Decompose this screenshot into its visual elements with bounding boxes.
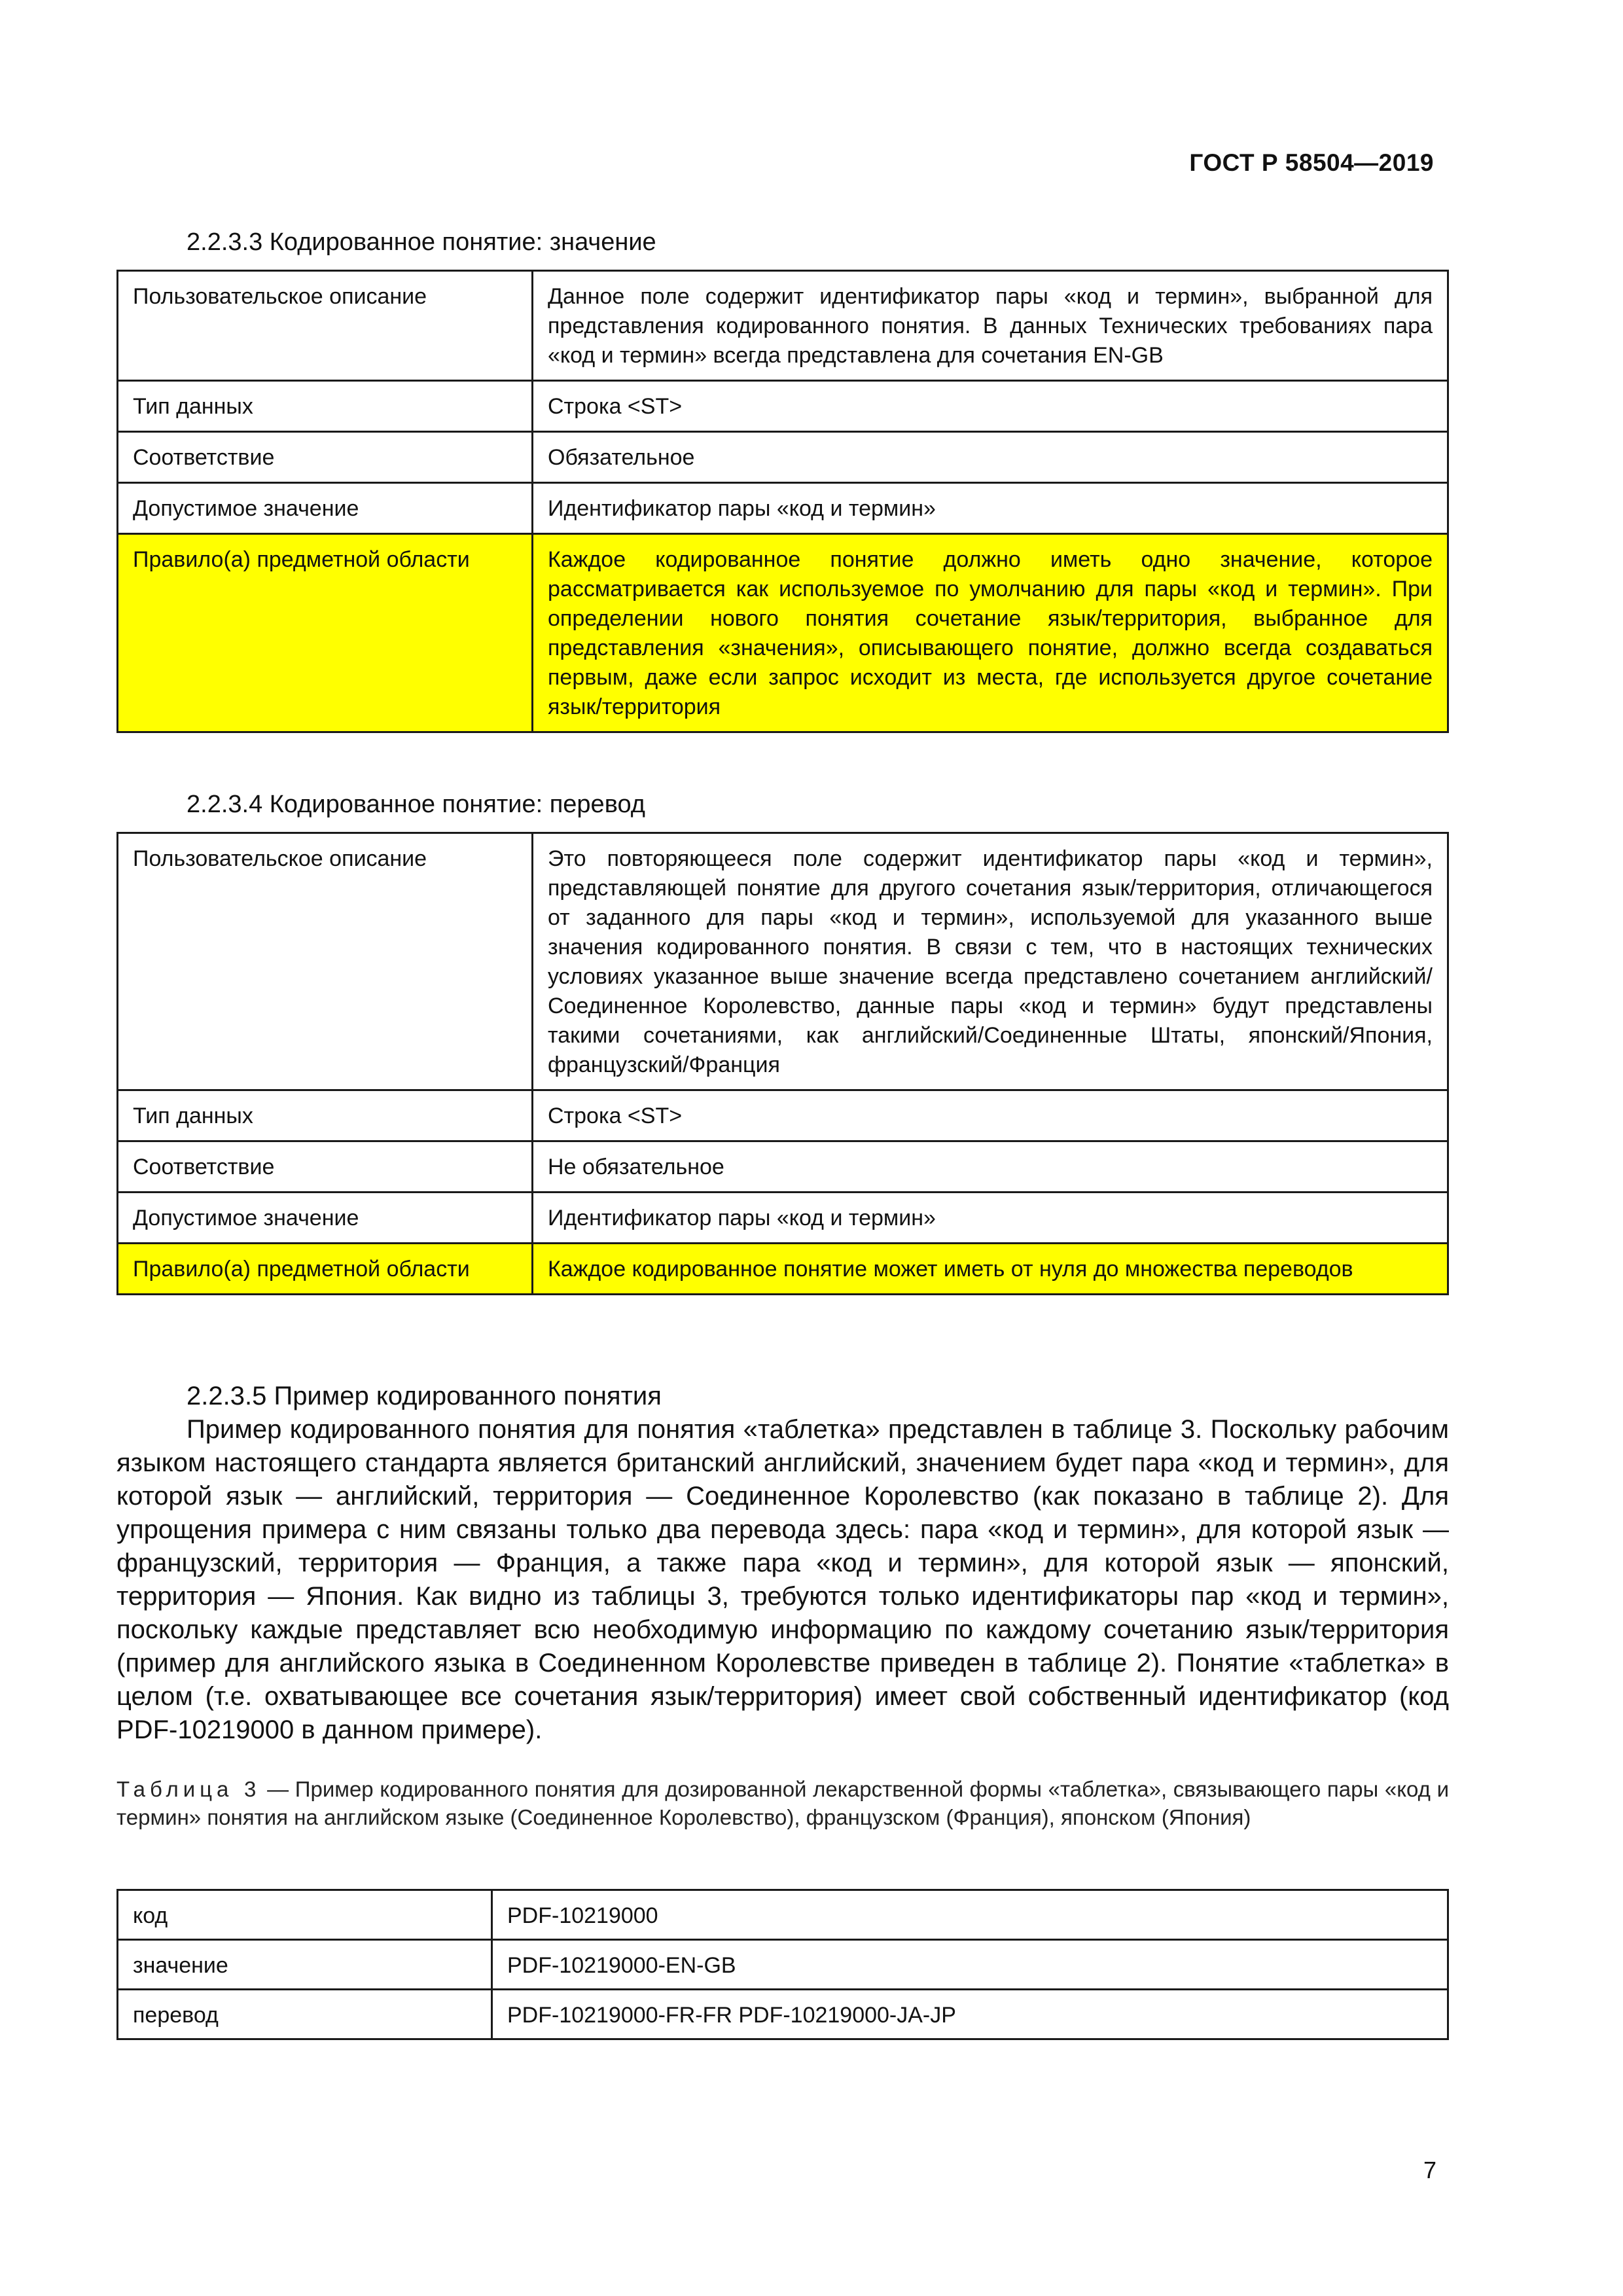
table-row — [118, 271, 1448, 381]
table-row — [118, 381, 1448, 432]
row-value: Каждое кодированное понятие может иметь от нуля до множества переводов — [533, 1244, 1448, 1295]
row-value: Строка <ST> — [533, 1090, 1448, 1141]
row-key: Правило(а) предметной области — [118, 534, 533, 732]
table-caption — [116, 1775, 1449, 1831]
document-id: ГОСТ Р 58504—2019 — [1189, 149, 1434, 176]
table-row — [118, 1090, 1448, 1141]
example-table — [116, 1889, 1449, 2040]
table-row — [118, 833, 1448, 1090]
row-key: Тип данных — [118, 381, 533, 432]
row-key: перевод — [118, 1990, 492, 2039]
row-key: значение — [118, 1940, 492, 1990]
row-value: Это повторяющееся поле содержит идентификатор пары «код и термин», представляющей понятие для другого сочетания язык/территория, отличающегося от заданного для пары «код и термин», используемой для указанного выше значения кодированного понятия. В связи с тем, что в настоящих технических условиях указанное выше значение всегда представлено сочетанием английский/Соединенное Королевство, данные пары «код и термин» будут представлены такими сочетаниями, как английский/Соединенные Штаты, японский/Япония, французский/Франция — [533, 833, 1448, 1090]
example-paragraph: Пример кодированного понятия для понятия «таблетка» представлен в таблице 3. Поскольку рабочим языком настоящего стандарта является британский английский, значением будет пара «код и термин», для которой язык — английский, территория — Соединенное Королевство (как показано в таблице 2). Для упрощения примера с ним связаны только два перевода здесь: пара «код и термин», для которой язык — французский, территория — Франция, а также пара «код и термин», для которой язык — японский, территория — Япония. Как видно из таблицы 3, требуются только идентификаторы пар «код и термин», поскольку каждые представляет всю необходимую информацию по каждому сочетанию язык/территория (пример для английского языка в Соединенном Королевстве приведен в таблице 2). Понятие «таблетка» в целом (т.е. охватывающее все сочетания язык/территория) имеет свой собственный идентификатор (код PDF-10219000 в данном примере). — [116, 1415, 1449, 1744]
row-value: Данное поле содержит идентификатор пары «код и термин», выбранной для представления кодированного понятия. В данных Технических требованиях пара «код и термин» всегда представлена для сочетания EN-GB — [533, 271, 1448, 381]
table-row — [118, 1141, 1448, 1193]
row-key: Тип данных — [118, 1090, 533, 1141]
row-key: Соответствие — [118, 432, 533, 483]
row-value: PDF-10219000 — [492, 1890, 1448, 1940]
row-value: PDF-10219000-EN-GB — [492, 1940, 1448, 1990]
table-row — [118, 1193, 1448, 1244]
page-number: 7 — [1423, 2157, 1436, 2183]
table-row-highlighted — [118, 534, 1448, 732]
table-row — [118, 1990, 1448, 2039]
table-row — [118, 432, 1448, 483]
row-value: PDF-10219000-FR-FR PDF-10219000-JA-JP — [492, 1990, 1448, 2039]
row-key: Пользовательское описание — [118, 833, 533, 1090]
row-key: Соответствие — [118, 1141, 533, 1193]
row-value: Идентификатор пары «код и термин» — [533, 1193, 1448, 1244]
row-value: Идентификатор пары «код и термин» — [533, 483, 1448, 534]
row-key: Пользовательское описание — [118, 271, 533, 381]
row-value: Строка <ST> — [533, 381, 1448, 432]
row-value: Обязательное — [533, 432, 1448, 483]
table-row — [118, 1940, 1448, 1990]
example-section — [116, 1380, 1449, 1747]
value-attributes-table — [116, 270, 1449, 733]
section-heading-value: 2.2.3.3 Кодированное понятие: значение — [187, 228, 656, 256]
translation-attributes-table — [116, 832, 1449, 1295]
table-row — [118, 483, 1448, 534]
table-caption-text: — Пример кодированного понятия для дозированной лекарственной формы «таблетка», связывающего пары «код и термин» понятия на английском языке (Соединенное Королевство), французском (Франция), японском (Япония) — [116, 1777, 1449, 1829]
table-caption-label: Таблица 3 — [116, 1777, 261, 1801]
row-key: код — [118, 1890, 492, 1940]
table-row — [118, 1890, 1448, 1940]
section-heading-example: 2.2.3.5 Пример кодированного понятия — [187, 1382, 662, 1410]
row-value: Не обязательное — [533, 1141, 1448, 1193]
row-value: Каждое кодированное понятие должно иметь одно значение, которое рассматривается как используемое по умолчанию для пары «код и термин». При определении нового понятия сочетание язык/территория, выбранное для представления «значения», описывающего понятие, должно всегда создаваться первым, даже если запрос исходит из места, где используется другое сочетание язык/территория — [533, 534, 1448, 732]
row-key: Правило(а) предметной области — [118, 1244, 533, 1295]
table-row-highlighted — [118, 1244, 1448, 1295]
section-heading-translation: 2.2.3.4 Кодированное понятие: перевод — [187, 791, 645, 818]
row-key: Допустимое значение — [118, 483, 533, 534]
row-key: Допустимое значение — [118, 1193, 533, 1244]
